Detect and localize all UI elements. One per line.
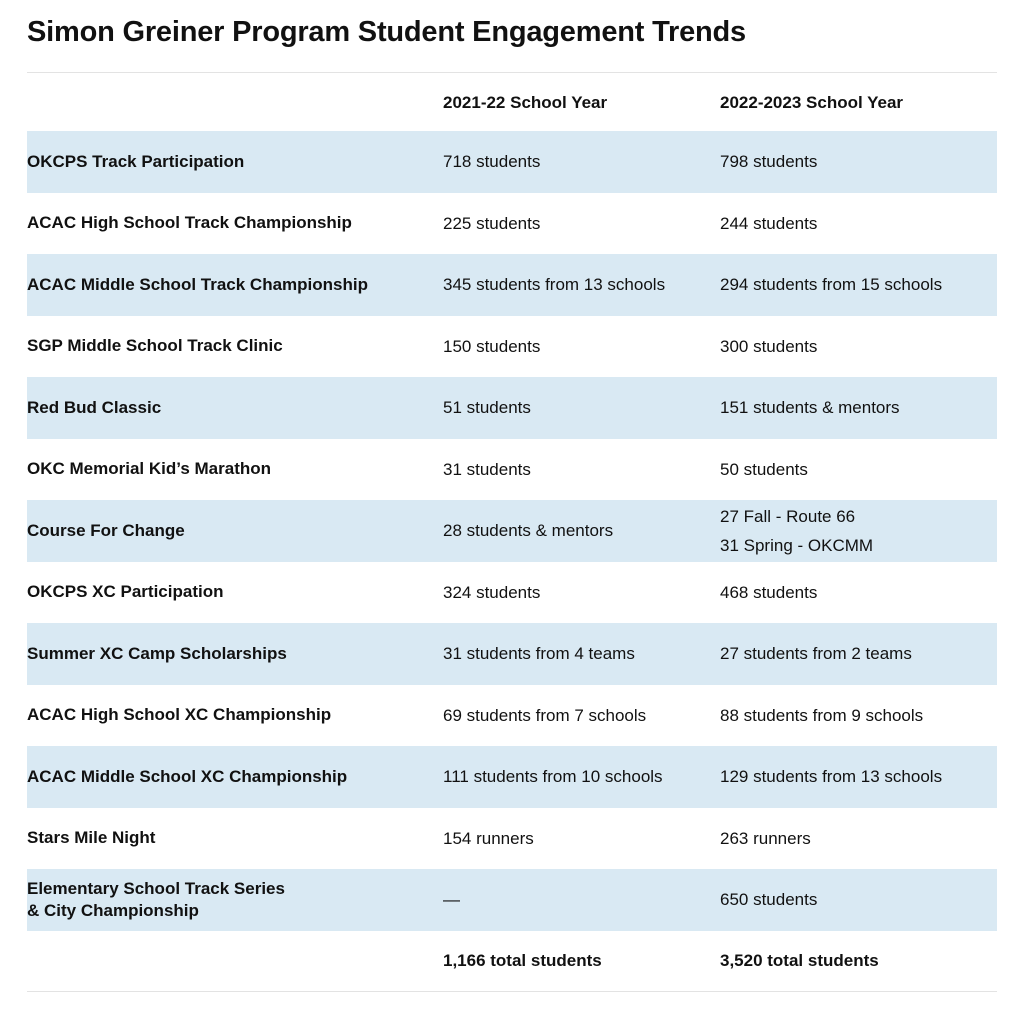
value-2022-23-line: 300 students	[720, 336, 818, 356]
value-2022-23	[720, 209, 997, 238]
value-2021-22	[443, 824, 720, 853]
engagement-table	[27, 73, 997, 992]
value-2021-22-line: 150 students	[443, 336, 541, 356]
program-name	[27, 827, 443, 849]
value-2022-23	[720, 502, 997, 560]
value-2021-22	[443, 209, 720, 238]
value-2021-22	[443, 885, 720, 914]
value-2021-22-line: 28 students & mentors	[443, 521, 614, 541]
value-2022-23-line: 294 students from 15 schools	[720, 275, 943, 295]
table-row	[27, 439, 997, 501]
value-2022-23-line: 27 students from 2 teams	[720, 644, 912, 664]
program-name-line: Summer XC Camp Scholarships	[27, 643, 287, 663]
value-2022-23	[720, 578, 997, 607]
table-row	[27, 685, 997, 747]
value-2021-22-line: 51 students	[443, 398, 531, 418]
program-name	[27, 458, 443, 480]
value-2021-22	[443, 147, 720, 176]
table-row	[27, 377, 997, 439]
value-2021-22-line: —	[443, 890, 460, 910]
program-name-line: OKCPS Track Participation	[27, 151, 245, 171]
value-2021-22	[443, 516, 720, 545]
program-name-line: ACAC High School Track Championship	[27, 213, 352, 233]
program-name-line: ACAC Middle School Track Championship	[27, 274, 368, 294]
program-name	[27, 397, 443, 419]
value-2022-23-line: 798 students	[720, 152, 818, 172]
program-name	[27, 766, 443, 788]
program-name-line: ACAC High School XC Championship	[27, 705, 332, 725]
value-2022-23-line: 27 Fall - Route 66	[720, 506, 856, 526]
program-name-line: Course For Change	[27, 520, 185, 540]
value-2021-22	[443, 393, 720, 422]
value-2022-23-line: 263 runners	[720, 828, 811, 848]
value-2022-23-line: 151 students & mentors	[720, 398, 900, 418]
value-2022-23	[720, 270, 997, 299]
table-row	[27, 623, 997, 685]
value-2021-22-line: 718 students	[443, 152, 541, 172]
value-2022-23	[720, 762, 997, 791]
program-name-line: OKCPS XC Participation	[27, 582, 224, 602]
table-row	[27, 808, 997, 870]
value-2021-22	[443, 701, 720, 730]
program-name-line: SGP Middle School Track Clinic	[27, 336, 283, 356]
table-row	[27, 316, 997, 378]
value-2022-23	[720, 885, 997, 914]
value-2022-23-line: 129 students from 13 schools	[720, 767, 943, 787]
value-2021-22-line: 111 students from 10 schools	[443, 767, 663, 787]
program-name	[27, 643, 443, 665]
value-2021-22	[443, 639, 720, 668]
program-name-line: OKC Memorial Kid’s Marathon	[27, 459, 272, 479]
totals-row	[27, 931, 997, 992]
total-2022-23: 3,520 total students	[720, 950, 879, 970]
table-row	[27, 746, 997, 808]
program-name-line: Elementary School Track Series	[27, 878, 285, 898]
value-2022-23-line: 468 students	[720, 582, 818, 602]
program-name-line: Stars Mile Night	[27, 828, 156, 848]
value-2021-22-line: 69 students from 7 schools	[443, 705, 647, 725]
value-2022-23-line: 31 Spring - OKCMM	[720, 535, 874, 555]
header-2021-22: 2021-22 School Year	[443, 93, 608, 112]
value-2022-23-line: 88 students from 9 schools	[720, 705, 924, 725]
value-2021-22-line: 31 students from 4 teams	[443, 644, 635, 664]
table-row	[27, 193, 997, 255]
total-2021-22: 1,166 total students	[443, 950, 602, 970]
value-2021-22	[443, 455, 720, 484]
value-2021-22	[443, 270, 720, 299]
table-row	[27, 562, 997, 624]
table-row	[27, 500, 997, 562]
value-2021-22	[443, 578, 720, 607]
value-2021-22-line: 225 students	[443, 213, 541, 233]
value-2021-22	[443, 762, 720, 791]
value-2021-22-line: 345 students from 13 schools	[443, 275, 666, 295]
table-row	[27, 869, 997, 931]
program-name	[27, 212, 443, 234]
value-2022-23	[720, 455, 997, 484]
program-name	[27, 335, 443, 357]
table-header-row	[27, 73, 997, 131]
value-2022-23	[720, 147, 997, 176]
value-2021-22-line: 324 students	[443, 582, 541, 602]
value-2022-23-line: 50 students	[720, 459, 808, 479]
value-2021-22	[443, 332, 720, 361]
header-2022-23: 2022-2023 School Year	[720, 93, 904, 112]
table-body	[27, 131, 997, 931]
value-2021-22-line: 154 runners	[443, 828, 534, 848]
program-name	[27, 151, 443, 173]
table-row	[27, 131, 997, 193]
page-title: Simon Greiner Program Student Engagement Trends	[27, 16, 746, 48]
value-2022-23	[720, 639, 997, 668]
program-name-line: & City Championship	[27, 900, 199, 920]
program-name	[27, 274, 443, 296]
program-name	[27, 581, 443, 603]
program-name-line: Red Bud Classic	[27, 397, 162, 417]
table-row	[27, 254, 997, 316]
value-2022-23	[720, 332, 997, 361]
value-2021-22-line: 31 students	[443, 459, 531, 479]
value-2022-23-line: 244 students	[720, 213, 818, 233]
value-2022-23	[720, 393, 997, 422]
value-2022-23	[720, 824, 997, 853]
value-2022-23	[720, 701, 997, 730]
program-name	[27, 520, 443, 542]
program-name	[27, 878, 443, 922]
program-name-line: ACAC Middle School XC Championship	[27, 766, 348, 786]
program-name	[27, 704, 443, 726]
value-2022-23-line: 650 students	[720, 890, 818, 910]
